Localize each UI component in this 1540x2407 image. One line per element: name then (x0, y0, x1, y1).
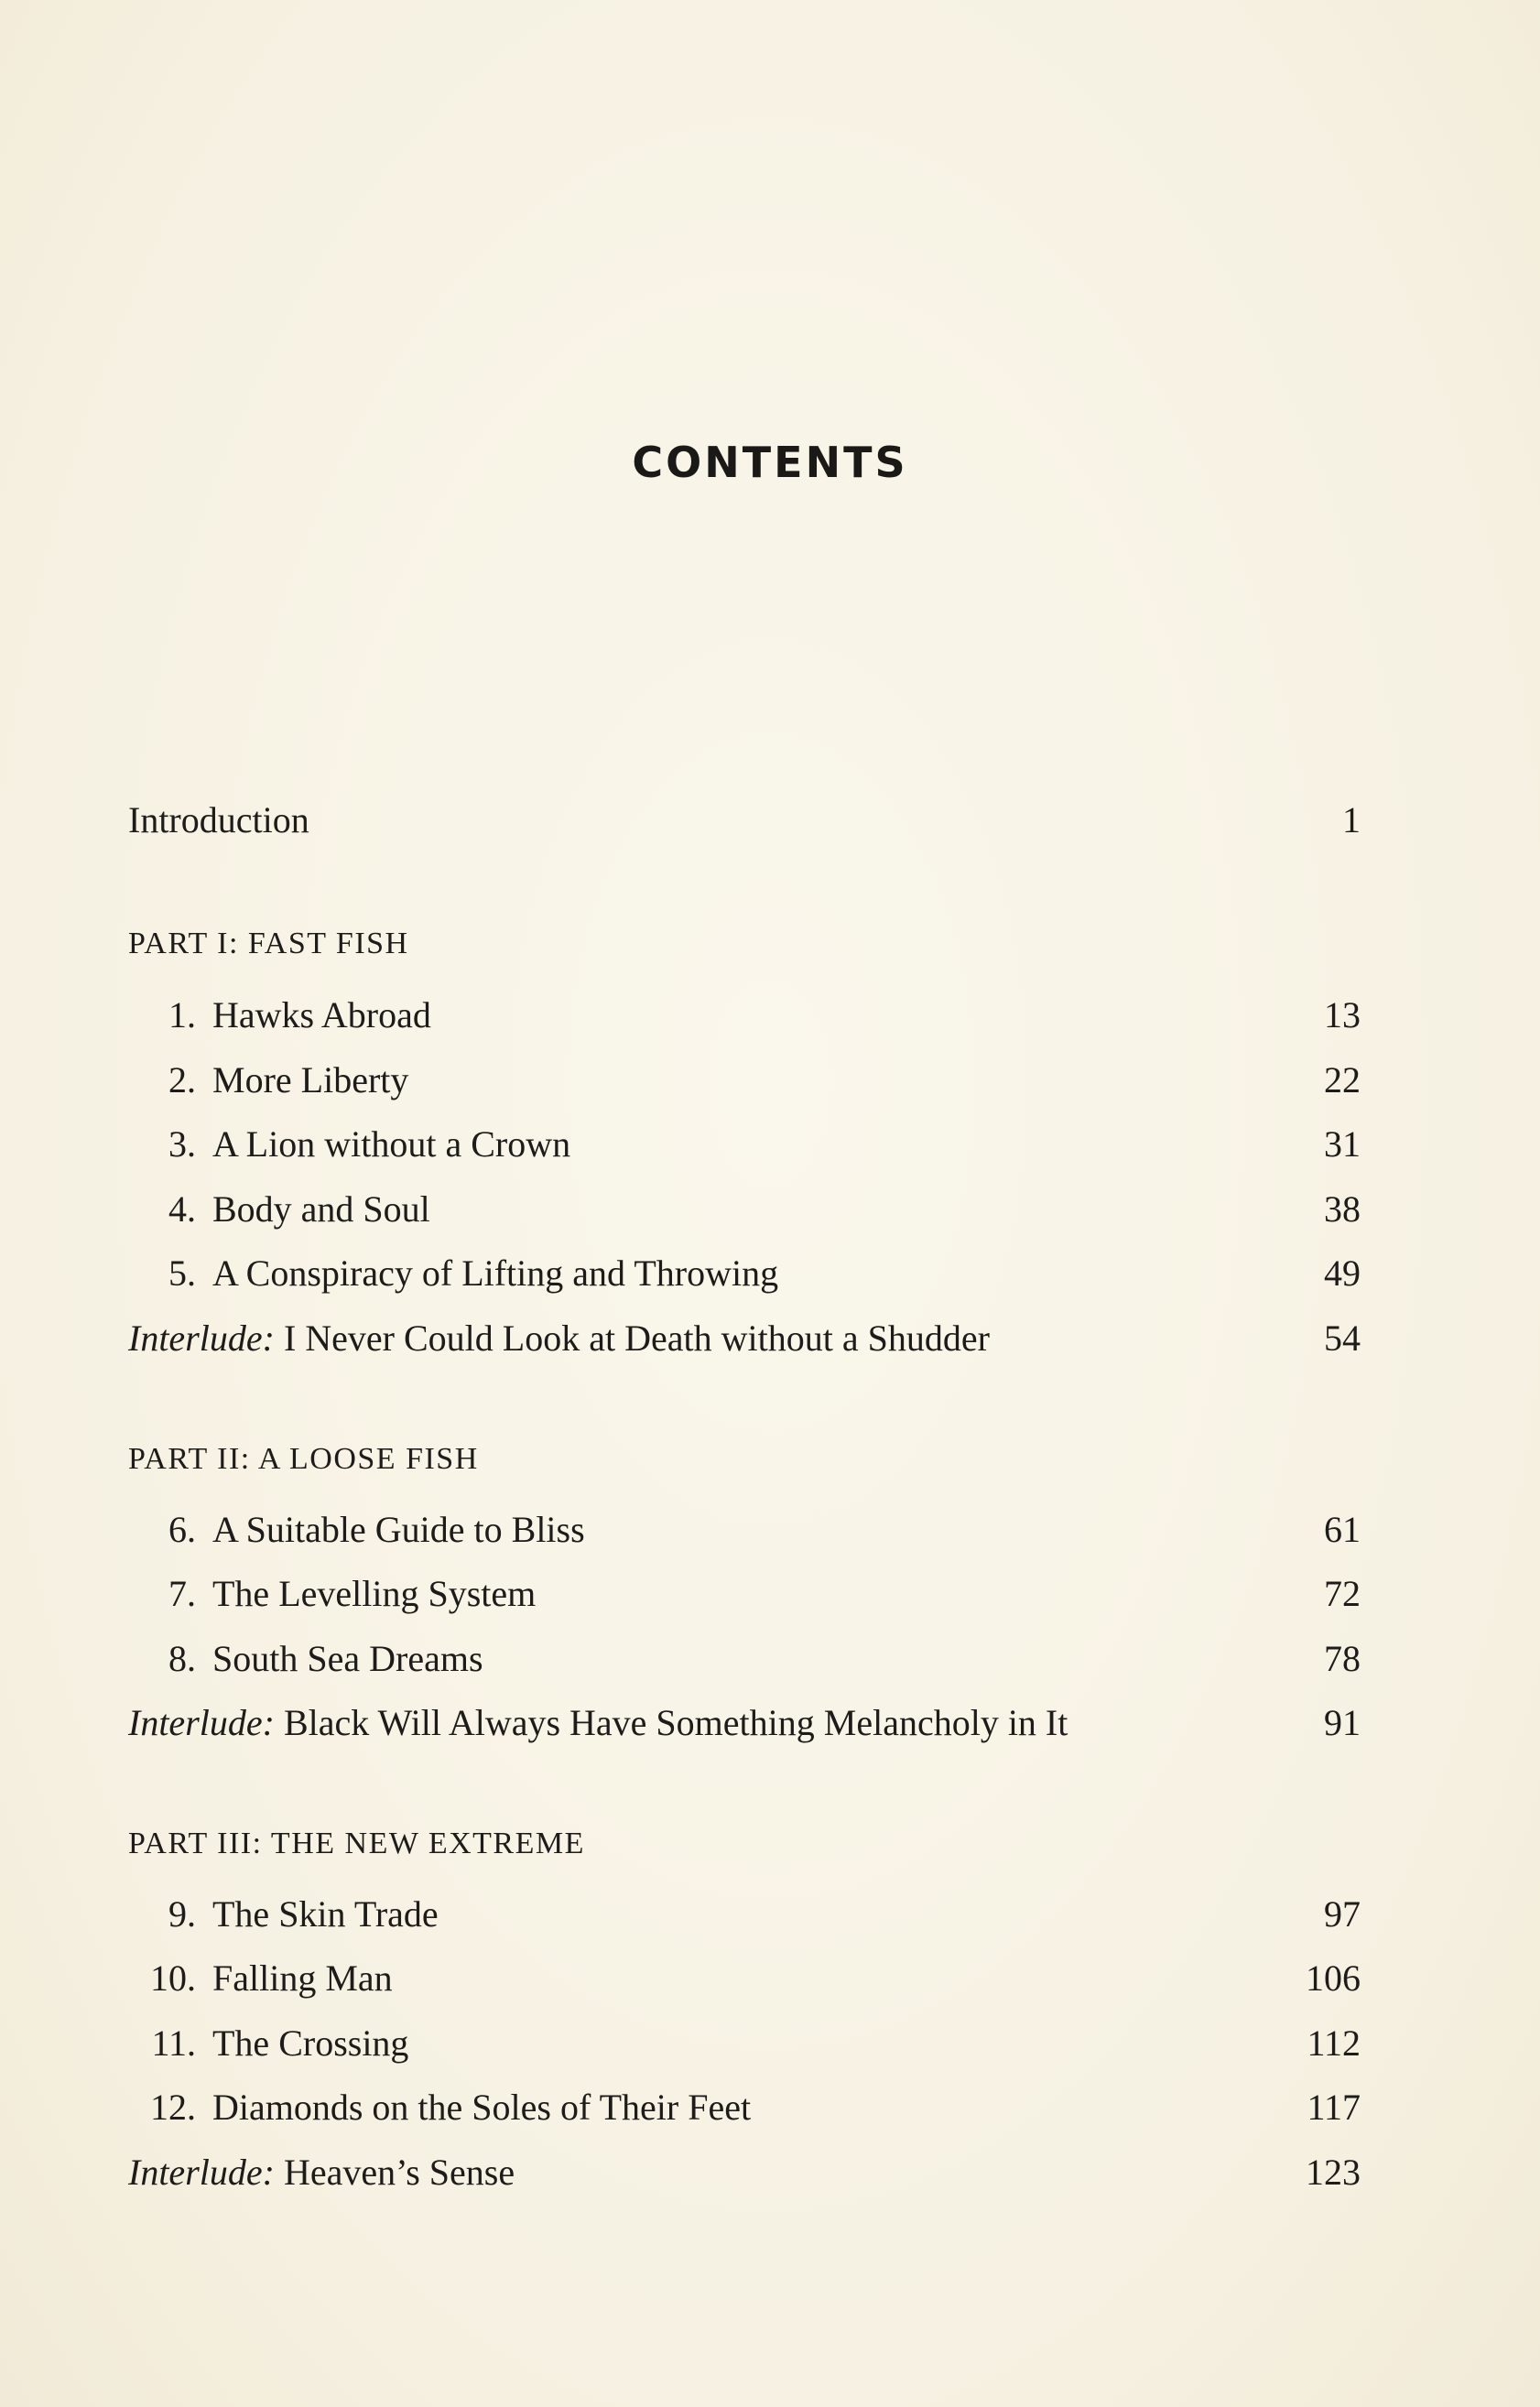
entry-page-number: 91 (1324, 1702, 1361, 1743)
entry-number: 8. (168, 1638, 196, 1679)
toc-entry (128, 1887, 1361, 1942)
entry-page-number: 97 (1324, 1893, 1361, 1935)
toc-entry (128, 1246, 1361, 1301)
entry-page-number: 61 (1324, 1509, 1361, 1550)
entry-number: 1. (168, 994, 196, 1035)
entry-number: 5. (168, 1252, 196, 1294)
entry-page-number: 38 (1324, 1188, 1361, 1230)
entry-label: Heaven’s Sense (283, 2152, 515, 2193)
entry-page-number: 123 (1306, 2152, 1361, 2193)
entry-label: Hawks Abroad (212, 994, 431, 1035)
page-title: CONTENTS (632, 438, 908, 487)
part-heading: PART II: A LOOSE FISH (128, 1442, 479, 1476)
toc-entry (128, 988, 1361, 1043)
entry-number: 4. (168, 1188, 196, 1230)
entry-label: Black Will Always Have Something Melancholy in It (283, 1702, 1068, 1743)
toc-entry (128, 2080, 1361, 2135)
entry-page-number: 13 (1324, 994, 1361, 1035)
entry-label: Falling Man (212, 1957, 393, 1999)
entry-page-number: 54 (1324, 1317, 1361, 1359)
interlude-prefix: Interlude: (128, 1317, 275, 1359)
toc-interlude (128, 2145, 1361, 2200)
entry-label: The Levelling System (212, 1573, 537, 1614)
entry-page-number: 106 (1306, 1957, 1361, 1999)
entry-number: 6. (168, 1509, 196, 1550)
toc-entry (128, 1053, 1361, 1108)
interlude-prefix: Interlude: (128, 1702, 275, 1743)
entry-number: 7. (168, 1573, 196, 1614)
entry-page-number: 78 (1324, 1638, 1361, 1679)
entry-page-number: 112 (1307, 2022, 1361, 2064)
interlude-prefix: Interlude: (128, 2152, 275, 2193)
entry-page-number: 117 (1307, 2087, 1361, 2128)
entry-label: I Never Could Look at Death without a Shudder (283, 1317, 990, 1359)
entry-label: Body and Soul (212, 1188, 430, 1230)
entry-page-number: 31 (1324, 1123, 1361, 1165)
part-heading: PART I: FAST FISH (128, 927, 409, 960)
entry-number: 12. (150, 2087, 196, 2128)
entry-label: A Lion without a Crown (212, 1123, 571, 1165)
entry-number: 9. (168, 1893, 196, 1935)
entry-label: A Conspiracy of Lifting and Throwing (212, 1252, 779, 1294)
entry-page-number: 72 (1324, 1573, 1361, 1614)
entry-page-number: 49 (1324, 1252, 1361, 1294)
toc-entry (128, 1502, 1361, 1557)
toc-entry (128, 1182, 1361, 1237)
toc-interlude (128, 1311, 1361, 1366)
entry-label: A Suitable Guide to Bliss (212, 1509, 585, 1550)
entry-label: South Sea Dreams (212, 1638, 483, 1679)
entry-label: More Liberty (212, 1059, 409, 1100)
toc-entry-introduction (128, 793, 1361, 848)
entry-number: 3. (168, 1123, 196, 1165)
toc-entry (128, 1117, 1361, 1172)
toc-interlude (128, 1696, 1361, 1751)
entry-number: 10. (150, 1957, 196, 1999)
toc-entry (128, 2016, 1361, 2071)
entry-number: 2. (168, 1059, 196, 1100)
part-heading: PART III: THE NEW EXTREME (128, 1827, 585, 1860)
entry-label: The Skin Trade (212, 1893, 439, 1935)
entry-label: Diamonds on the Soles of Their Feet (212, 2087, 752, 2128)
entry-page-number: 22 (1324, 1059, 1361, 1100)
entry-label: Introduction (128, 799, 309, 840)
toc-entry (128, 1567, 1361, 1621)
toc-entry (128, 1951, 1361, 2006)
entry-label: The Crossing (212, 2022, 409, 2064)
entry-page-number: 1 (1342, 799, 1361, 840)
toc-entry (128, 1632, 1361, 1686)
entry-number: 11. (151, 2022, 196, 2064)
